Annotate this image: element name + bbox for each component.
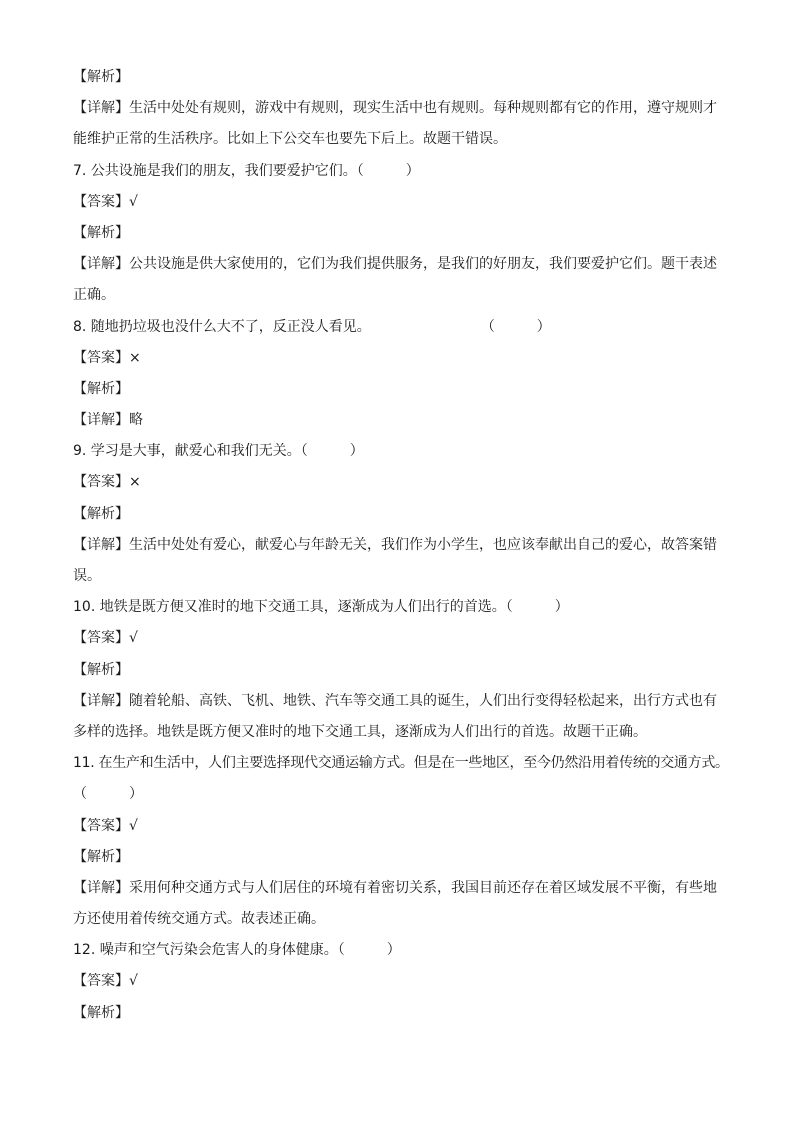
detail-text: 误。 (73, 568, 101, 584)
answer-label: 【答案】√ (73, 817, 138, 834)
question-9: 9. 学习是大事，献爱心和我们无关。（ ） (73, 443, 364, 460)
detail-text: 方还使用着传统交通方式。故表述正确。 (73, 911, 325, 928)
detail-text: 【详解】略 (73, 412, 143, 429)
analysis-label: 【解析】 (73, 505, 129, 522)
answer-blank: （ ） (480, 318, 551, 335)
detail-text: 【详解】生活中处处有爱心，献爱心与年龄无关，我们作为小学生，也应该奉献出自己的爱心，故答案错 (73, 536, 717, 553)
question-7: 7. 公共设施是我们的朋友，我们要爱护它们。（ ） (73, 162, 420, 179)
detail-text: 【详解】采用何种交通方式与人们居住的环境有着密切关系，我国目前还存在着区域发展不平衡，有些地 (73, 879, 717, 896)
detail-text: 多样的选择。地铁是既方便又准时的地下交通工具，逐渐成为人们出行的首选。故题干正确。 (73, 723, 647, 740)
answer-label: 【答案】× (73, 474, 141, 491)
detail-text: 正确。 (73, 287, 115, 304)
detail-text: 【详解】公共设施是供大家使用的，它们为我们提供服务，是我们的好朋友，我们要爱护它们。题干表述 (73, 256, 717, 273)
analysis-label: 【解析】 (73, 224, 129, 241)
answer-label: 【答案】√ (73, 973, 138, 990)
analysis-label: 【解析】 (73, 1004, 129, 1021)
answer-label: 【答案】√ (73, 630, 138, 647)
detail-text: 【详解】生活中处处有规则，游戏中有规则，现实生活中也有规则。每种规则都有它的作用，遵守规则才 (73, 100, 717, 117)
analysis-label: 【解析】 (73, 661, 129, 678)
answer-label: 【答案】× (73, 349, 141, 366)
question-8 (73, 312, 733, 343)
detail-text: 【详解】随着轮船、高铁、飞机、地铁、汽车等交通工具的诞生，人们出行变得轻松起来，出行方式也有 (73, 692, 717, 709)
answer-blank: （ ） (73, 786, 143, 803)
question-8-text: 8. 随地扔垃圾也没什么大不了，反正没人看见。 (73, 318, 371, 335)
question-11: 11. 在生产和生活中，人们主要选择现代交通运输方式。但是在一些地区，至今仍然沿用着传统的交通方式。 (73, 755, 729, 772)
answer-label: 【答案】√ (73, 193, 138, 210)
analysis-label: 【解析】 (73, 380, 129, 397)
question-10: 10. 地铁是既方便又准时的地下交通工具，逐渐成为人们出行的首选。（ ） (73, 599, 569, 616)
analysis-label: 【解析】 (73, 69, 129, 85)
analysis-label: 【解析】 (73, 848, 129, 865)
document-page (73, 62, 733, 1029)
question-12: 12. 噪声和空气污染会危害人的身体健康。（ ） (73, 942, 401, 959)
detail-text: 能维护正常的生活秩序。比如上下公交车也要先下后上。故题干错误。 (73, 131, 507, 148)
